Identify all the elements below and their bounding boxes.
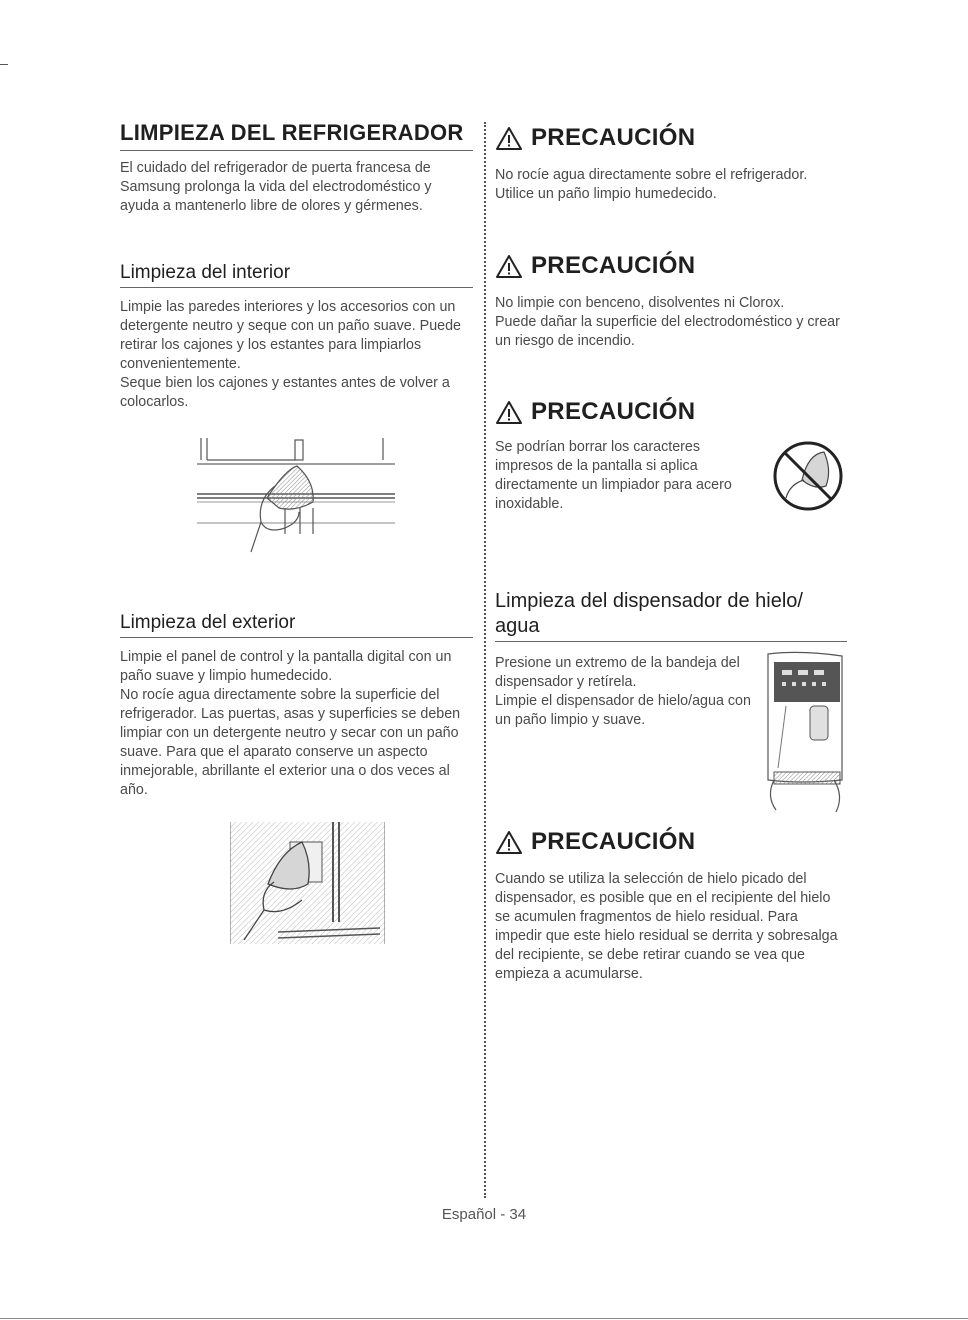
caution-title: PRECAUCIÓN <box>531 828 696 855</box>
page-number: Español - 34 <box>441 1206 527 1223</box>
interior-paragraph-1: Limpie las paredes interiores y los accesorios con un detergente neutro y seque con un paño suave. Puede retirar los cajones y los estantes para limpiarlos convenientemente. <box>120 299 462 372</box>
intro-text <box>120 159 473 216</box>
interior-cleaning-illustration <box>195 430 400 555</box>
warning-triangle-icon <box>495 400 523 425</box>
caution-title: PRECAUCIÓN <box>531 252 696 279</box>
caution-paragraph: Puede dañar la superficie del electrodoméstico y crear un riesgo de incendio. <box>495 314 840 349</box>
caution-heading <box>495 124 847 152</box>
dispenser-illustration <box>760 650 845 818</box>
interior-text <box>120 298 473 412</box>
caution-box-2 <box>495 252 847 351</box>
caution-paragraph: Utilice un paño limpio humedecido. <box>495 186 717 202</box>
page-bottom-rule <box>0 1318 968 1319</box>
no-cleaner-prohibited-icon <box>772 440 844 512</box>
caution-text <box>495 870 840 984</box>
dispenser-paragraph-2: Limpie el dispensador de hielo/agua con un paño limpio y suave. <box>495 693 751 728</box>
caution-box-4 <box>495 828 847 984</box>
dispenser-paragraph-1: Presione un extremo de la bandeja del dispensador y retírela. <box>495 655 740 690</box>
caution-text <box>495 438 757 514</box>
warning-triangle-icon <box>495 126 523 151</box>
cleaning-section <box>120 120 473 216</box>
caution-paragraph: Se podrían borrar los caracteres impresos de la pantalla si aplica directamente un limpiador para acero inoxidable. <box>495 439 732 512</box>
intro-paragraph: El cuidado del refrigerador de puerta francesa de Samsung prolonga la vida del electrodoméstico y ayuda a mantenerlo libre de olores y gérmenes. <box>120 160 432 214</box>
section-title: LIMPIEZA DEL REFRIGERADOR <box>120 120 473 151</box>
caution-title: PRECAUCIÓN <box>531 124 696 151</box>
exterior-title: Limpieza del exterior <box>120 612 473 638</box>
caution-paragraph: Cuando se utiliza la selección de hielo picado del dispensador, es posible que en el recipiente del hielo se acumulen fragmentos de hielo residual. Para impedir que este hielo residual se derrita y sobresalga del recipiente, se debe retirar cuando se vea que empieza a acumularse. <box>495 871 838 982</box>
warning-triangle-icon <box>495 830 523 855</box>
caution-title: PRECAUCIÓN <box>531 398 696 425</box>
caution-paragraph: No limpie con benceno, disolventes ni Clorox. <box>495 295 785 311</box>
caution-heading <box>495 828 847 856</box>
exterior-cleaning-illustration <box>230 822 385 944</box>
column-divider <box>484 122 486 1198</box>
caution-heading <box>495 252 847 280</box>
caution-text <box>495 166 847 204</box>
caution-paragraph: No rocíe agua directamente sobre el refrigerador. <box>495 167 808 183</box>
exterior-paragraph-1: Limpie el panel de control y la pantalla digital con un paño suave y limpio humedecido. <box>120 649 452 684</box>
interior-paragraph-2: Seque bien los cajones y estantes antes de volver a colocarlos. <box>120 375 450 410</box>
page-edge-mark <box>0 64 8 65</box>
caution-box-1 <box>495 124 847 204</box>
interior-title: Limpieza del interior <box>120 262 473 288</box>
exterior-paragraph-2: No rocíe agua directamente sobre la superficie del refrigerador. Las puertas, asas y superficies se deben limpiar con un detergente neutro y secar con un paño suave. Para que el aparato conserve un aspecto inmejorable, abrillante el exterior una o dos veces al año. <box>120 687 461 798</box>
exterior-section <box>120 612 473 800</box>
caution-text <box>495 294 847 351</box>
caution-heading <box>495 398 847 426</box>
interior-section <box>120 262 473 412</box>
dispenser-title: Limpieza del dispensador de hielo/ agua <box>495 589 847 642</box>
warning-triangle-icon <box>495 254 523 279</box>
dispenser-text <box>495 654 755 730</box>
exterior-text <box>120 648 473 800</box>
